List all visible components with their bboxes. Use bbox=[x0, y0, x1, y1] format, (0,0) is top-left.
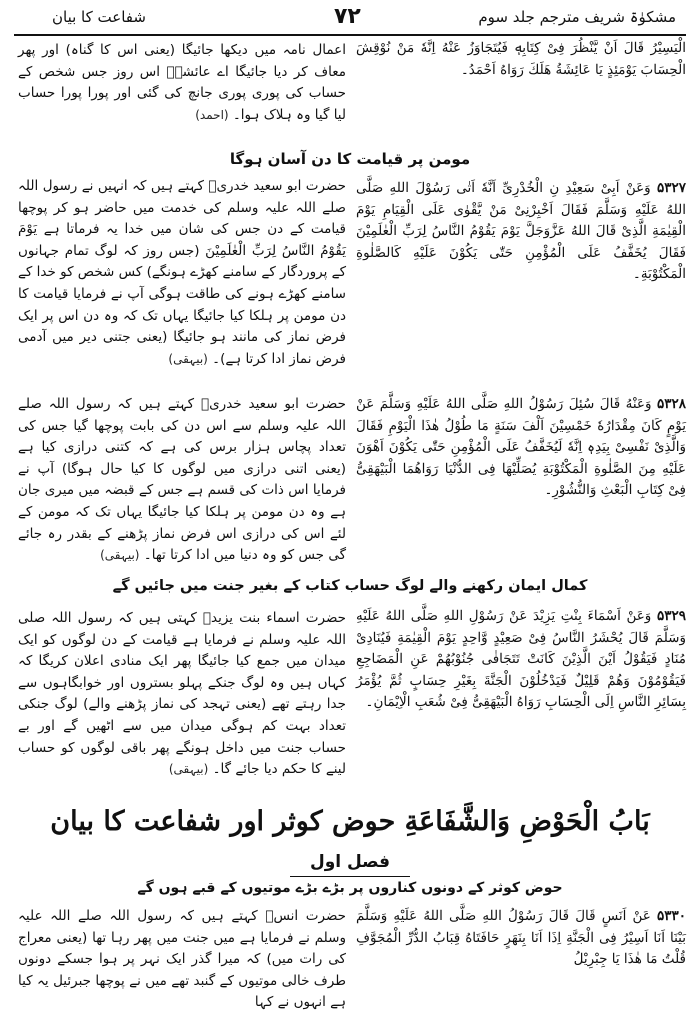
hadith-5327-urdu bbox=[18, 176, 346, 386]
faslu-underline bbox=[290, 876, 410, 877]
hadith-5330-urdu-text: حضرت انسؓ کہتے ہیں کہ رسول اللہ صلے اللہ علیہ وسلم نے فرمایا ہے میں جنت میں پھر رہا تھا (یعنی معراج کی رات میں) کہ میرا گذر ایک نہر پر ہوا جسکے دونوں طرف خالی موتیوں کے گنبد تھے میں نے پوچھا جبرئیل یہ کیا ہے انہوں نے کہا bbox=[18, 908, 346, 1011]
hadith-5330-urdu bbox=[18, 906, 346, 1010]
hadith-5328-arabic-text: وَعَنْهُ قَالَ سُئِلَ رَسُوْلُ اللهِ صَلَّى اللهُ عَلَيْهِ وَسَلَّمَ عَنْ يَوْمٍ كَانَ مِقْدَارُهٗ خَمْسِيْنَ اَلْفَ سَنَةٍ مَا طُوْلُ هٰذَا الْيَوْمِ فَقَالَ وَالَّذِىْ نَفْسِىْ بِيَدِهٖ اِنَّهٗ لَيُخَفَّفُ عَلَى الْمُؤْمِنِ حَتّٰى يَكُوْنَ اَهْوَنَ عَلَيْهِ مِنَ الصَّلٰوةِ الْمَكْتُوْبَةِ يُصَلِّيْهَا فِى الدُّنْيَا رَوَاهُمَا الْبَيْهَقِىُّ فِىْ كِتَابِ الْبَعْثِ وَالنُّشُوْرِ۔ bbox=[356, 396, 686, 499]
hadith-5328-urdu bbox=[18, 394, 346, 574]
hadith-5327-arabic bbox=[356, 178, 686, 368]
page-header bbox=[14, 4, 686, 36]
top-urdu bbox=[18, 40, 346, 136]
hadith-5327-number: ۵۳۲۷ bbox=[656, 180, 686, 196]
hadith-5329-number: ۵۳۲۹ bbox=[656, 608, 686, 624]
top-ref: (احمد) bbox=[195, 107, 229, 122]
hadith-5328-number: ۵۳۲۸ bbox=[657, 396, 687, 412]
hadith-5329-urdu-text: حضرت اسماء بنت یزیدؓ کہتی ہیں کہ رسول اللہ صلی اللہ علیہ وسلم نے فرمایا ہے قیامت کے دن لوگوں کو ایک میدان میں جمع کیا جائیگا پھر ایک منادی اعلان کریگا کہ کہاں ہیں وہ لوگ جنکے پہلو بستروں اور خوابگاہوں سے جدا رہتے تھے (یعنی تہجد کی نماز پڑھنے والے) لوگ جنکی تعداد بہت کم ہوگی میدان میں سے اٹھیں گے اور بے حساب جنت میں داخل ہونگے پھر باقی لوگوں کو حساب لینے کا حکم دیا جائے گا۔ bbox=[18, 610, 346, 778]
heading-perfect-faith: کمال ایمان رکھنے والے لوگ حساب کتاب کے بغیر جنت میں جائیں گے bbox=[112, 578, 588, 594]
top-urdu-text: اعمال نامہ میں دیکھا جائیگا (یعنی اس کا گناہ) اور پھر معاف کر دیا جائیگا اے عائشہؓ اس روز جس شخص کے حساب کی پوری پوری جانچ کی گئی اور پورا پورا حساب لیا گیا وہ ہلاک ہوا۔ bbox=[18, 42, 346, 123]
hadith-5330-number: ۵۳۳۰ bbox=[657, 908, 687, 924]
hadith-5329-ref: (بیہقی) bbox=[168, 762, 209, 777]
hadith-5327-urdu-text: حضرت ابو سعید خدریؓ کہتے ہیں کہ انہیں نے رسول اللہ صلے اللہ علیہ وسلم کی خدمت میں حاضر ہو کر پوچھا قیامت کے دن جس کی شان میں خدا یہ فرماتا ہے یَوْمَ یَقُوْمُ النَّاسُ لِرَبِّ الْعٰلَمِیْنَ (جس روز کہ لوگ تمام جہانوں کے پروردگار کے سامنے کھڑے ہونگے) کس شخص کو خدا کے سامنے کھڑے ہونے کی طاقت ہوگی آپ نے فرمایا قیامت کا دن مومن پر ہلکا کیا جائیگا یہاں تک کہ وہ دن اس پر ایک فرض نماز کی مانند ہو جائیگا (یعنی جتنی دیر میں آدمی فرض نماز ادا کرتا ہے)۔ bbox=[18, 178, 346, 367]
hadith-5327-ref: (بیہقی) bbox=[168, 351, 208, 366]
hadith-5328-ref: (بیہقی) bbox=[100, 548, 140, 563]
hadith-5329-arabic-text: وَعَنْ اَسْمَاءَ بِنْتِ يَزِيْدَ عَنْ رَسُوْلِ اللهِ صَلَّى اللهُ عَلَيْهِ وَسَلَّمَ قَالَ يُحْشَرُ النَّاسُ فِىْ صَعِيْدٍ وَّاحِدٍ يَوْمَ الْقِيٰمَةِ فَيُنَادِىْ مُنَادٍ فَيَقُوْلُ اَيْنَ الَّذِيْنَ كَانَتْ تَتَجَافٰى جُنُوْبُهُمْ عَنِ الْمَضَاجِعِ فَيَقُوْمُوْنَ وَهُمْ قَلِيْلٌ فَيَدْخُلُوْنَ الْجَنَّةَ بِغَيْرِ حِسَابٍ ثُمَّ يُؤْمَرُ بِسَائِرِ النَّاسِ اِلَى الْحِسَابِ رَوَاهُ الْبَيْهَقِىُّ فِىْ شُعَبِ الْاِيْمَانِ۔ bbox=[356, 608, 686, 711]
hadith-5330-arabic-text: عَنْ اَنَسٍ قَالَ قَالَ رَسُوْلُ اللهِ صَلَّى اللهُ عَلَيْهِ وَسَلَّمَ بَيْنَا اَنَا اَسِيْرُ فِى الْجَنَّةِ اِذَا اَنَا بِنَهَرٍ حَافَتَاهُ قِبَابُ الدُّرِّ الْمُجَوَّفِ قُلْتُ مَا هٰذَا يَا جِبْرِيْلُ bbox=[356, 908, 686, 968]
book-title: مشکوٰۃ شریف مترجم جلد سوم bbox=[478, 8, 676, 26]
hadith-5329-arabic bbox=[356, 606, 686, 786]
hadith-5327-arabic-text: وَعَنْ اَبِىْ سَعِيْدِ نِ الْخُدْرِىِّ اَنَّهٗ اَتٰى رَسُوْلَ اللهِ صَلَّى اللهُ عَلَيْهِ وَسَلَّمَ فَقَالَ اَخْبِرْنِىْ مَنْ يَّقْوٰى عَلَى الْقِيَامِ يَوْمَ الْقِيٰمَةِ الَّذِىْ قَالَ اللهُ عَزَّوَجَلَّ يَوْمَ يَقُوْمُ النَّاسُ لِرَبِّ الْعٰلَمِيْنَ فَقَالَ يُخَفَّفُ عَلَى الْمُؤْمِنِ حَتّٰى يَكُوْنَ عَلَيْهِ كَالصَّلٰوةِ الْمَكْتُوْبَةِ۔ bbox=[356, 180, 686, 283]
top-arabic bbox=[356, 38, 686, 134]
section-first: فصل اول bbox=[309, 852, 391, 872]
heading-pearl-domes: حوض کوثر کے دونوں کناروں پر بڑے بڑے موتیوں کے قبے ہوں گے bbox=[137, 880, 563, 896]
chapter-heading: بَابُ الْحَوْضِ وَالشَّفَاعَةِ حوض کوثر اور شفاعت کا بیان bbox=[50, 806, 650, 837]
page-number: ۷۲ bbox=[334, 4, 361, 29]
chapter-title: شفاعت کا بیان bbox=[52, 8, 146, 26]
top-arabic-text: الْيَسِيْرُ قَالَ اَنْ يَّنْظُرَ فِىْ كِتَابِهٖ فَيُتَجَاوَزُ عَنْهُ اِنَّهٗ مَنْ نُوْقِشَ الْحِسَابَ يَوْمَئِذٍ يَا عَائِشَةُ هَلَكَ رَوَاهُ اَحْمَدُ۔ bbox=[356, 40, 686, 78]
heading-believer-day-easy: مومن پر قیامت کا دن آسان ہوگا bbox=[229, 150, 471, 168]
hadith-5330-arabic bbox=[356, 906, 686, 1010]
hadith-5328-urdu-text: حضرت ابو سعید خدریؓ کہتے ہیں کہ رسول اللہ صلے اللہ علیہ وسلم سے اس دن کی بابت پوچھا گیا جس کی تعداد پچاس ہزار برس کی ہے کہ کتنی درازی کیا ہے (یعنی اتنی درازی میں لوگوں کا کیا حال ہوگا) آپ نے فرمایا اس ذات کی قسم ہے جس کے قبضہ میں میری جان ہے وہ دن مومن پر ہلکا کیا جائیگا یہاں تک کہ مومن کے لئے اس کی درازی اس فرض نماز پڑھنے کے بقدر رہ جائے گی جس کو وہ دنیا میں ادا کرتا تھا۔ bbox=[18, 396, 346, 564]
hadith-5329-urdu bbox=[18, 608, 346, 788]
hadith-5328-arabic bbox=[356, 394, 686, 574]
